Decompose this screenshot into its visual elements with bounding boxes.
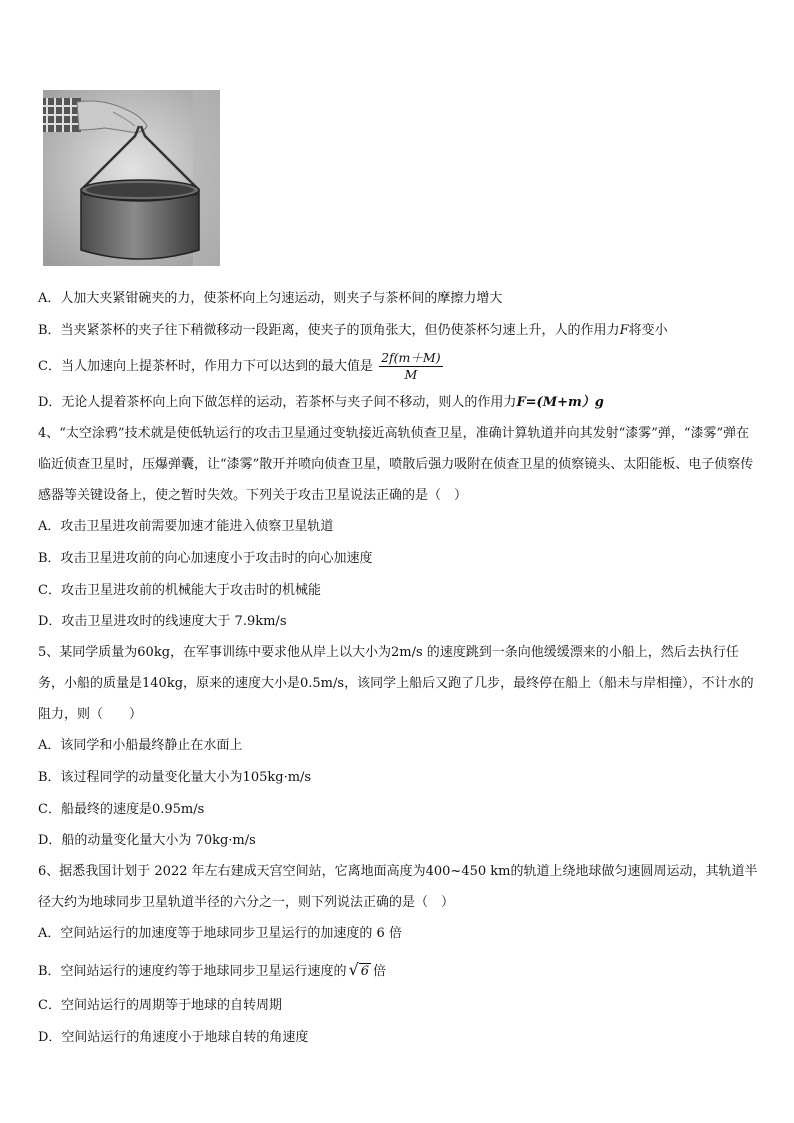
q6-option-c: C．空间站运行的周期等于地球的自转周期 xyxy=(38,998,282,1013)
q3-option-c xyxy=(38,350,443,383)
radicand: 6 xyxy=(360,964,370,979)
q6-option-b-text: B．空间站运行的速度约等于地球同步卫星运行速度的 xyxy=(38,964,347,979)
fraction-denominator: M xyxy=(404,367,418,382)
q6-option-d: D．空间站运行的角速度小于地球自转的角速度 xyxy=(38,1030,309,1045)
q5-option-d: D．船的动量变化量大小为 70kg·m/s xyxy=(38,833,256,848)
q4-option-b: B．攻击卫星进攻前的向心加速度小于攻击时的向心加速度 xyxy=(38,551,373,566)
q4-option-a: A．攻击卫星进攻前需要加速才能进入侦察卫星轨道 xyxy=(38,519,334,534)
radical-sign: √ xyxy=(348,960,359,979)
q5-option-b: B．该过程同学的动量变化量大小为105kg·m/s xyxy=(38,770,312,785)
q6-option-b xyxy=(38,958,386,984)
q3-option-c-fraction xyxy=(379,350,443,383)
q4-option-c: C．攻击卫星进攻前的机械能大于攻击时的机械能 xyxy=(38,583,321,598)
q5-option-c: C．船最终的速度是0.95m/s xyxy=(38,802,205,817)
q5-option-a: A．该同学和小船最终静止在水面上 xyxy=(38,738,243,753)
q5-stem: 5、某同学质量为60kg，在军事训练中要求他从岸上以大小为2m/s 的速度跳到一条向他缓缓漂来的小船上，然后去执行任务，小船的质量是140kg，原来的速度大小是0.5m/s，该同学上船后又跑了几步，最终停在船上（船未与岸相撞），不计水的阻力，则（ ） xyxy=(38,645,754,722)
q3-option-a-text: A．人加大夹紧钳碗夹的力，使茶杯向上匀速运动，则夹子与茶杯间的摩擦力增大 xyxy=(38,291,503,306)
q6-stem: 6、据悉我国计划于 2022 年左右建成天宫空间站，它离地面高度为400~450 km的轨道上绕地球做匀速圆周运动，其轨道半径大约为地球同步卫星轨道半径的六分之一，则下列说法正确的是（ ） xyxy=(38,864,758,910)
q6-option-b-suffix: 倍 xyxy=(373,964,387,979)
q3-option-b xyxy=(38,322,668,340)
clamp-lifting-photo xyxy=(43,90,220,266)
q3-option-d-text: D．无论人提着茶杯向上向下做怎样的运动，若茶杯与夹子间不移动，则人的作用力 xyxy=(38,395,517,410)
fraction-numerator: 2f(m＋M) xyxy=(381,350,441,365)
q3-option-b-text: B．当夹紧茶杯的夹子往下稍微移动一段距离，使夹子的顶角张大，但仍使茶杯匀速上升，人的作用力 xyxy=(38,323,620,338)
q6-option-a: A．空间站运行的加速度等于地球同步卫星运行的加速度的 6 倍 xyxy=(38,926,402,941)
q6-option-b-sqrt xyxy=(349,958,371,984)
q3-option-a xyxy=(38,290,502,308)
q4-option-d: D．攻击卫星进攻时的线速度大于 7.9km/s xyxy=(38,614,287,629)
q3-option-d xyxy=(38,394,604,412)
q4-stem: 4、“太空涂鸦”技术就是使低轨运行的攻击卫星通过变轨接近高轨侦查卫星，准确计算轨道并向其发射“漆雾”弹，“漆雾”弹在临近侦查卫星时，压爆弹囊，让“漆雾”散开并喷向侦查卫星，喷散后强力吸附在侦查卫星的侦察镜头、太阳能板、电子侦察传感器等关键设备上，使之暂时失效。下列关于攻击卫星说法正确的是（ ） xyxy=(38,426,754,503)
q3-option-d-formula: F=(M+m）g xyxy=(516,395,604,410)
q3-option-c-text: C．当人加速向上提茶杯时，作用力下可以达到的最大值是 xyxy=(38,359,373,374)
q3-option-b-suffix: 将变小 xyxy=(628,323,668,338)
q3-option-b-var: F xyxy=(619,323,629,338)
